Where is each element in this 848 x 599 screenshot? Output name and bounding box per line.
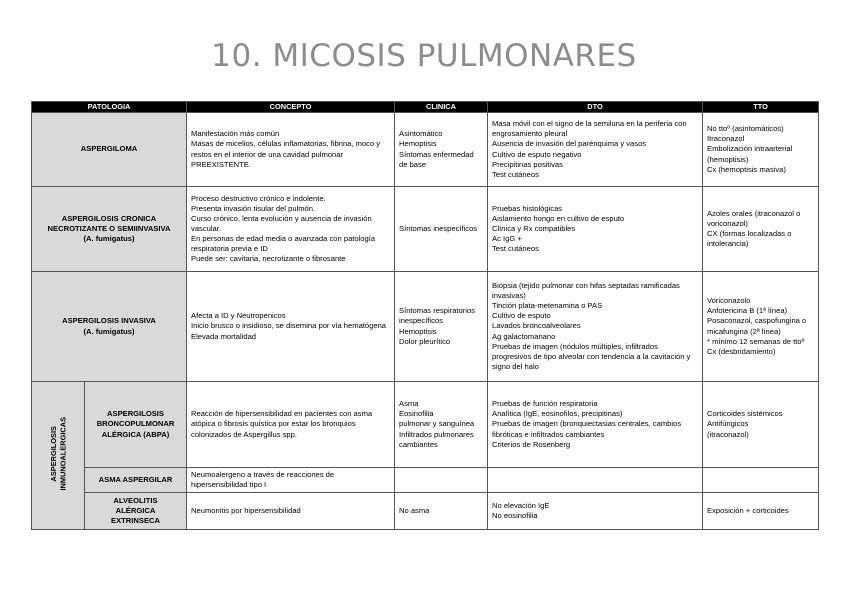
tto-cell: [703, 187, 819, 272]
text-line: Embolización intraarterial (hemoptisis): [707, 144, 793, 164]
dto-cell: [488, 272, 703, 382]
text-line: (A. fumigatus): [83, 234, 135, 243]
text-line: Ac IgG +: [492, 234, 522, 243]
text-line: NECROTIZANTE O SEMIINVASIVA: [47, 223, 171, 233]
dto-cell: [488, 468, 703, 493]
text-line: Precipitinas positivas: [492, 159, 563, 169]
tto-cell: [703, 493, 819, 530]
row-aspergiloma: [32, 113, 819, 187]
text-line: Manifestación más común: [191, 129, 280, 139]
text-line: Cx (hemoptisis masiva): [707, 164, 786, 174]
text-line: pulmonar y sanguínea: [399, 419, 475, 429]
pathology-cell: [32, 272, 187, 382]
dto-cell: [488, 382, 703, 468]
text-line: Test cutáneos: [492, 244, 539, 254]
text-line: Voriconazolo: [707, 296, 751, 306]
clinica-cell: [395, 113, 488, 187]
text-line: Pruebas de función respiratoria: [492, 399, 598, 409]
text-line: No asma: [399, 505, 430, 515]
tto-cell: [703, 113, 819, 187]
tto-cell: [703, 272, 819, 382]
dto-cell: [488, 113, 703, 187]
text-line: Elevada mortalidad: [191, 331, 257, 341]
text-line: Corticoides sistémicos: [707, 409, 783, 419]
text-line: ASPERGILOSIS INVASIVA: [62, 316, 156, 326]
text-line: Reacción de hipersensibilidad en pacientes con asma atópica o fibrosis quística por estar los bronquios colonizados de Aspergillus spp.: [191, 409, 373, 439]
text-line: Criterios de Rosenberg: [492, 439, 571, 449]
text-line: ASPERGILOSIS: [107, 409, 164, 419]
header-concepto: CONCEPTO: [187, 102, 395, 113]
text-line: Neumonitis por hipersensibilidad: [191, 505, 301, 515]
pathology-cell: [32, 187, 187, 272]
text-line: CX (formas localizadas o intolerancia): [707, 229, 792, 249]
row-alveolitis: [32, 493, 819, 530]
text-line: Ausencia de invasión del parénquima y vasos: [492, 139, 647, 149]
group-label: [49, 417, 68, 491]
concepto-cell: [187, 272, 395, 382]
header-tto: TTO: [703, 102, 819, 113]
concepto-cell: [187, 493, 395, 530]
clinica-cell: [395, 382, 488, 468]
text-line: Cultivo de esputo: [492, 311, 551, 321]
concepto-cell: [187, 382, 395, 468]
clinica-cell: [395, 468, 488, 493]
text-line: ALÉRGICA (ABPA): [101, 429, 170, 439]
pathology-cell: [85, 382, 187, 468]
clinica-cell: [395, 493, 488, 530]
text-line: * mínimo 12 semanas de ttoº: [707, 336, 805, 346]
text-line: Eosinofilia: [399, 409, 434, 419]
text-line: BRONCOPULMONAR: [96, 419, 175, 429]
text-line: Antifúngicos: [707, 419, 749, 429]
page-title: 10. MICOSIS PULMONARES: [211, 38, 637, 74]
text-line: Asma: [399, 399, 419, 409]
text-line: Síntomas enfermedad de base: [399, 149, 474, 169]
row-abpa: [32, 382, 819, 468]
text-line: ALVEOLITIS: [113, 495, 158, 505]
header-row: [32, 102, 819, 113]
text-line: (A. fumigatus): [83, 326, 135, 336]
text-line: Anfotericina B (1ª línea): [707, 306, 788, 316]
text-line: Pruebas histológicas: [492, 203, 563, 213]
text-line: Aislamiento hongo en cultivo de esputo: [492, 213, 625, 223]
text-line: Dolor pleurítico: [399, 336, 451, 346]
clinica-cell: [395, 187, 488, 272]
clinica-cell: [395, 272, 488, 382]
text-line: Test cutáneos: [492, 169, 539, 179]
concepto-cell: [187, 187, 395, 272]
text-line: Proceso destructivo crónico e indolente.: [191, 193, 326, 203]
header-dto: DTO: [488, 102, 703, 113]
pathology-cell: [85, 493, 187, 530]
text-line: Presenta invasión tisular del pulmón.: [191, 203, 316, 213]
text-line: (itraconazol): [707, 429, 749, 439]
text-line: Azoles orales (itraconazol o voriconazol): [707, 208, 801, 228]
row-cronica: [32, 187, 819, 272]
text-line: Síntomas inespecíficos: [399, 223, 478, 233]
text-line: Clínica y Rx compatibles: [492, 223, 576, 233]
concepto-cell: [187, 113, 395, 187]
text-line: En personas de edad media o avanzada con patología respiratoria previa e ID: [191, 234, 376, 254]
dto-cell: [488, 493, 703, 530]
concepto-cell: [187, 468, 395, 493]
text-line: Puede ser: cavitaria, necrotizante o fibrosante: [191, 254, 346, 264]
text-line: Posaconazol, caspofungina o micafungina (2ª línea): [707, 316, 807, 336]
text-line: ALÉRGICA: [115, 505, 156, 515]
text-line: Infiltrados pulmonares cambiantes: [399, 429, 474, 449]
text-line: Hemoptisis: [399, 139, 437, 149]
tto-cell: [703, 382, 819, 468]
text-line: Inicio brusco o insidioso, se disemina por vía hematógena: [191, 321, 387, 331]
text-line: Tinción plata-metenamina o PAS: [492, 301, 603, 311]
row-asma: [32, 468, 819, 493]
micosis-table: [31, 101, 819, 530]
header-patologia: PATOLOGIA: [32, 102, 187, 113]
text-line: Hemoptisis: [399, 326, 437, 336]
text-line: ASPERGILOSIS: [48, 426, 58, 482]
text-line: INMUNOALERGICAS: [58, 417, 67, 491]
text-line: Ag galactomanano: [492, 331, 556, 341]
text-line: EXTRINSECA: [111, 516, 160, 525]
pathology-cell: [85, 468, 187, 493]
text-line: Pruebas de imagen (bronquiectasias centrales, cambios fibróticas e infiltrados cambiantes: [492, 419, 682, 439]
text-line: Pruebas de imagen (nódulos múltiples, infiltrados progresivos de tipo alveolar con tendencia a la cavitación y signo del halo: [492, 341, 691, 371]
text-line: Biopsia (tejido pulmonar con hifas septadas ramificadas invasivas): [492, 281, 680, 301]
group-label-cell: [32, 382, 85, 530]
text-line: Neumoalergeno a través de reacciones de hipersensibilidad tipo I: [191, 469, 335, 489]
dto-cell: [488, 187, 703, 272]
text-line: Asintomático: [399, 129, 443, 139]
text-line: No eosinofilia: [492, 511, 538, 520]
text-line: Afecta a ID y Neutropenicos: [191, 311, 286, 321]
text-line: ASPERGILOMA: [80, 144, 138, 154]
text-line: Analítica (IgE, eosinofilos, precipitinas): [492, 409, 623, 419]
text-line: Itraconazol: [707, 134, 745, 144]
text-line: No ttoº (asintomáticos): [707, 124, 784, 134]
text-line: Síntomas respiratorios inespecíficos: [399, 306, 475, 326]
text-line: Masas de micelios, células inflamatorias, fibrina, moco y restos en el interior de una cavidad pulmonar PREEXISTENTE.: [191, 139, 381, 169]
text-line: Cx (desbridamiento): [707, 346, 776, 356]
text-line: ASMA ASPERGILAR: [98, 474, 173, 484]
text-line: No elevación IgE: [492, 500, 550, 510]
text-line: Cultivo de esputo negativo: [492, 149, 582, 159]
row-invasiva: [32, 272, 819, 382]
text-line: Lavados broncoalveolares: [492, 321, 581, 331]
tto-cell: [703, 468, 819, 493]
text-line: Masa móvil con el signo de la semiluna en la periferia con engrosamiento pleural: [492, 119, 687, 139]
header-clinica: CLINICA: [395, 102, 488, 113]
text-line: Exposición + corticoides: [707, 505, 789, 515]
pathology-cell: [32, 113, 187, 187]
text-line: Curso crónico, lenta evolución y ausencia de invasión vascular.: [191, 213, 372, 233]
text-line: ASPERGILOSIS CRONICA: [61, 213, 157, 223]
